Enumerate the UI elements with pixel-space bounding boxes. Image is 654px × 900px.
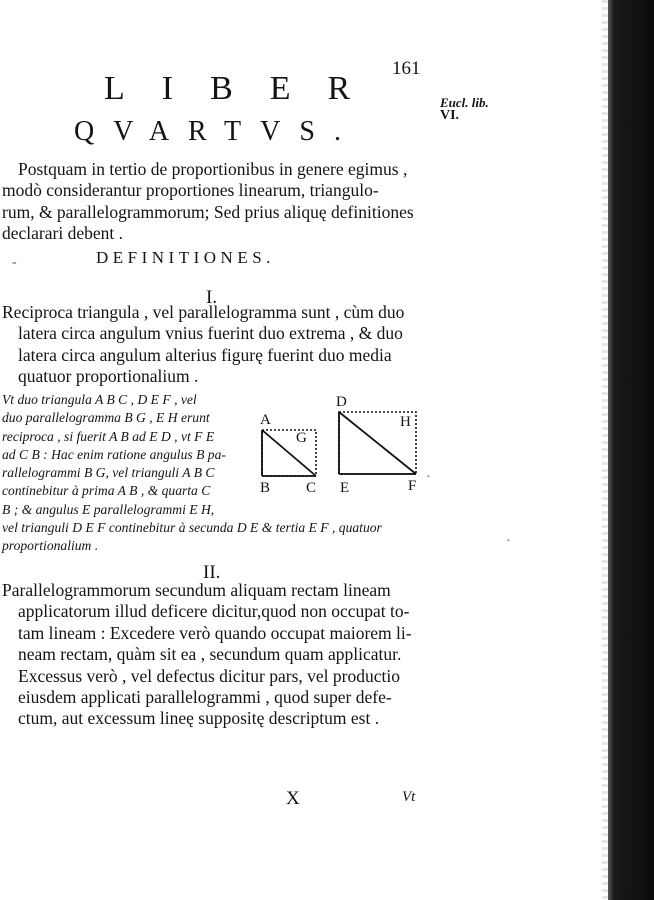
definition-line: quatuor proportionalium . [18, 366, 199, 387]
catchword: Vt [402, 789, 416, 805]
intro-line: modò considerantur proportiones linearum, triangulo- [2, 180, 379, 201]
label-h: H [400, 414, 411, 430]
definition-line: tam lineam : Excedere verò quando occupat maiorem li- [18, 622, 412, 643]
intro-paragraph [2, 159, 414, 245]
definitions-heading: DEFINITIONES. [96, 248, 275, 267]
label-d: D [336, 394, 347, 410]
page-number: 161 [392, 58, 421, 79]
example-line: proportionalium . [2, 538, 99, 554]
margin-note [440, 96, 489, 122]
definition-line: Parallelogrammorum secundum aliquam rectam lineam [2, 580, 391, 600]
definition-line: neam rectam, quàm sit ea , secundum quam applicatur. [18, 644, 402, 665]
example-line: continebitur à prima A B , & quarta C [2, 483, 211, 499]
intro-line: declarari debent . [2, 223, 123, 244]
label-b: B [260, 480, 271, 496]
margin-speck: - [12, 255, 17, 270]
triangle-abc-hypotenuse [262, 430, 316, 476]
example-line: ad C B : Hac enim ratione angulus B pa- [2, 446, 226, 462]
title-liber: LIBER [104, 70, 388, 107]
definition-2-text [2, 580, 412, 730]
label-g: G [296, 430, 307, 446]
example-line: reciproca , si fuerit A B ad E D , vt F E [2, 428, 215, 444]
example-line: Vt duo triangula A B C , D E F , vel [2, 392, 197, 407]
margin-note-line-2: VI. [440, 108, 460, 123]
definition-2-numeral: II. [203, 562, 221, 583]
definition-line: ctum, aut excessum lineę suppositę descriptum est . [18, 708, 380, 729]
definition-line: Excessus verò , vel defectus dicitur pars, vel productio [18, 665, 400, 686]
label-c: C [306, 480, 317, 496]
signature-mark: X [286, 788, 300, 809]
label-a: A [260, 412, 271, 428]
title-quartus: QVARTVS. [74, 116, 360, 147]
definition-1-numeral: I. [206, 287, 218, 308]
margin-speck: · [506, 534, 511, 549]
definition-line: latera circa angulum alterius figurę fuerint duo media [18, 344, 392, 365]
label-f: F [408, 478, 417, 494]
definition-1-text [2, 302, 404, 388]
margin-speck: · [426, 470, 431, 485]
geometry-figure [256, 392, 436, 507]
example-line: B ; & angulus E parallelogrammi E H, [2, 501, 215, 517]
definition-line: Reciproca triangula , vel parallelogramma sunt , cùm duo [2, 302, 405, 322]
book-binding [608, 0, 654, 900]
definition-line: latera circa angulum vnius fuerint duo extrema , & duo [18, 323, 403, 344]
example-line: duo parallelogramma B G , E H erunt [2, 410, 210, 426]
example-line: rallelogrammi B G, vel trianguli A B C [2, 465, 215, 481]
margin-note-line-1: Eucl. lib. [440, 95, 489, 110]
definition-line: applicatorum illud deficere dicitur,quod non occupat to- [18, 601, 410, 622]
label-e: E [340, 480, 350, 496]
intro-line: Postquam in tertio de proportionibus in genere egimus , [18, 159, 408, 179]
example-line: vel trianguli D E F continebitur à secunda D E & tertia E F , quatuor [2, 520, 382, 536]
definition-line: eiusdem applicati parallelogrammi , quod super defe- [18, 687, 392, 708]
intro-line: rum, & parallelogrammorum; Sed prius aliquę definitiones [2, 201, 414, 222]
